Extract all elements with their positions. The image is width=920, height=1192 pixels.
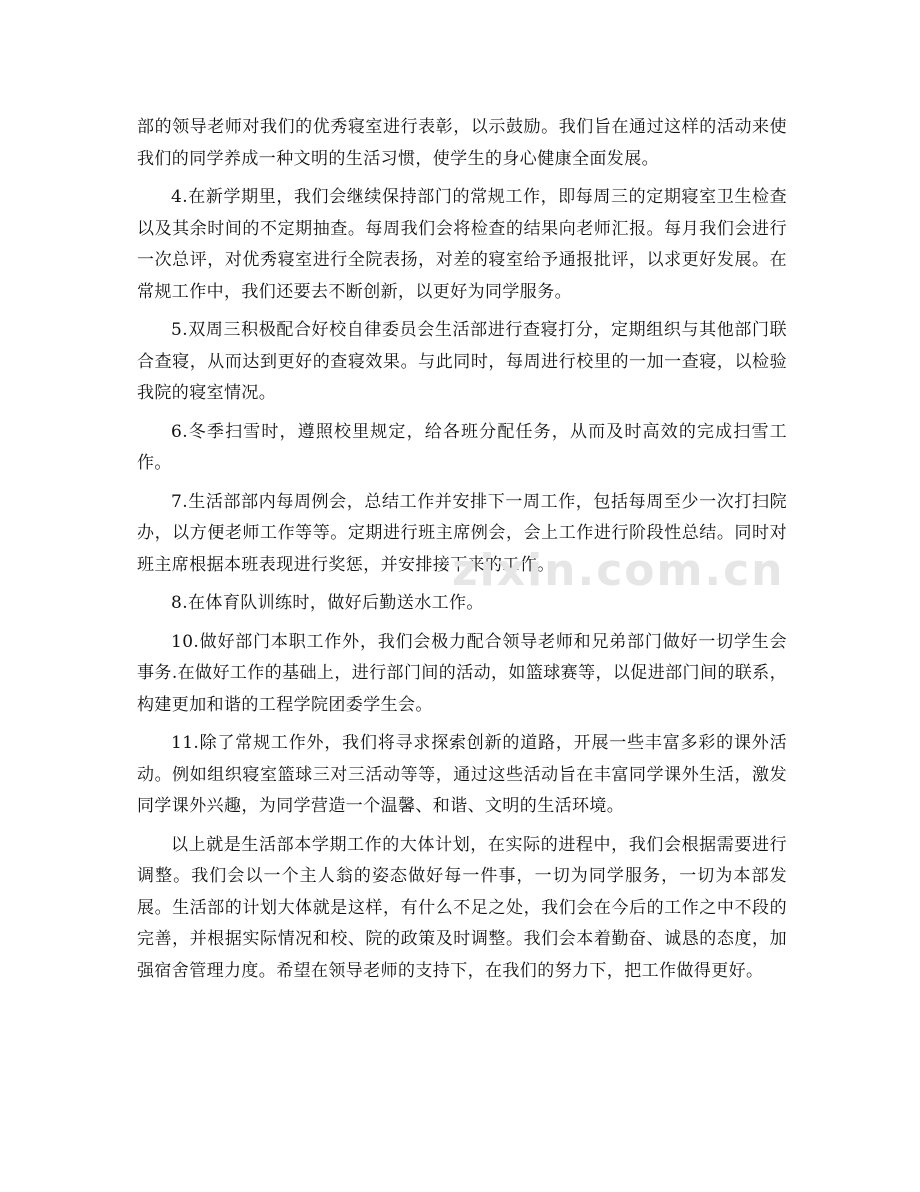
paragraph-item-11: 11.除了常规工作外，我们将寻求探索创新的道路，开展一些丰富多彩的课外活动。例如组织寝室篮球三对三活动等等，通过这些活动旨在丰富同学课外生活，激发同学课外兴趣，为同学营造一个温馨、和谐、文明的生活环境。 <box>137 733 787 816</box>
paragraph-conclusion: 以上就是生活部本学期工作的大体计划，在实际的进程中，我们会根据需要进行调整。我们会以一个主人翁的姿态做好每一件事，一切为同学服务，一切为本部发展。生活部的计划大体就是这样，有什么不足之处，我们会在今后的工作之中不段的完善，并根据实际情况和校、院的政策及时调整。我们会本着勤奋、诚恳的态度，加强宿舍管理力度。希望在领导老师的支持下，在我们的努力下，把工作做得更好。 <box>137 834 787 981</box>
paragraph-continuation: 部的领导老师对我们的优秀寝室进行表彰，以示鼓励。我们旨在通过这样的活动来使我们的同学养成一种文明的生活习惯，使学生的身心健康全面发展。 <box>137 117 787 169</box>
paragraph-item-4: 4.在新学期里，我们会继续保持部门的常规工作，即每周三的定期寝室卫生检查以及其余时间的不定期抽查。每周我们会将检查的结果向老师汇报。每月我们会进行一次总评，对优秀寝室进行全院表扬，对差的寝室给予通报批评，以求更好发展。在常规工作中，我们还要去不断创新，以更好为同学服务。 <box>137 187 787 302</box>
paragraph-item-7: 7.生活部部内每周例会，总结工作并安排下一周工作，包括每周至少一次打扫院办，以方便老师工作等等。定期进行班主席例会，会上工作进行阶段性总结。同时对班主席根据本班表现进行奖惩，并安排接下来的工作。 <box>137 491 787 575</box>
paragraph-item-10: 10.做好部门本职工作外，我们会极力配合领导老师和兄弟部门做好一切学生会事务.在做好工作的基础上，进行部门间的活动，如篮球赛等，以促进部门间的联系，构建更加和谐的工程学院团委学生会。 <box>137 631 787 715</box>
paragraph-item-6: 6.冬季扫雪时，遵照校里规定，给各班分配任务，从而及时高效的完成扫雪工作。 <box>137 421 787 473</box>
paragraph-item-8: 8.在体育队训练时，做好后勤送水工作。 <box>171 593 484 613</box>
watermark-text: zixin.com.cn <box>452 545 785 596</box>
paragraph-item-5: 5.双周三积极配合好校自律委员会生活部进行查寝打分，定期组织与其他部门联合查寝，从而达到更好的查寝效果。与此同时，每周进行校里的一加一查寝，以检验我院的寝室情况。 <box>137 320 787 403</box>
